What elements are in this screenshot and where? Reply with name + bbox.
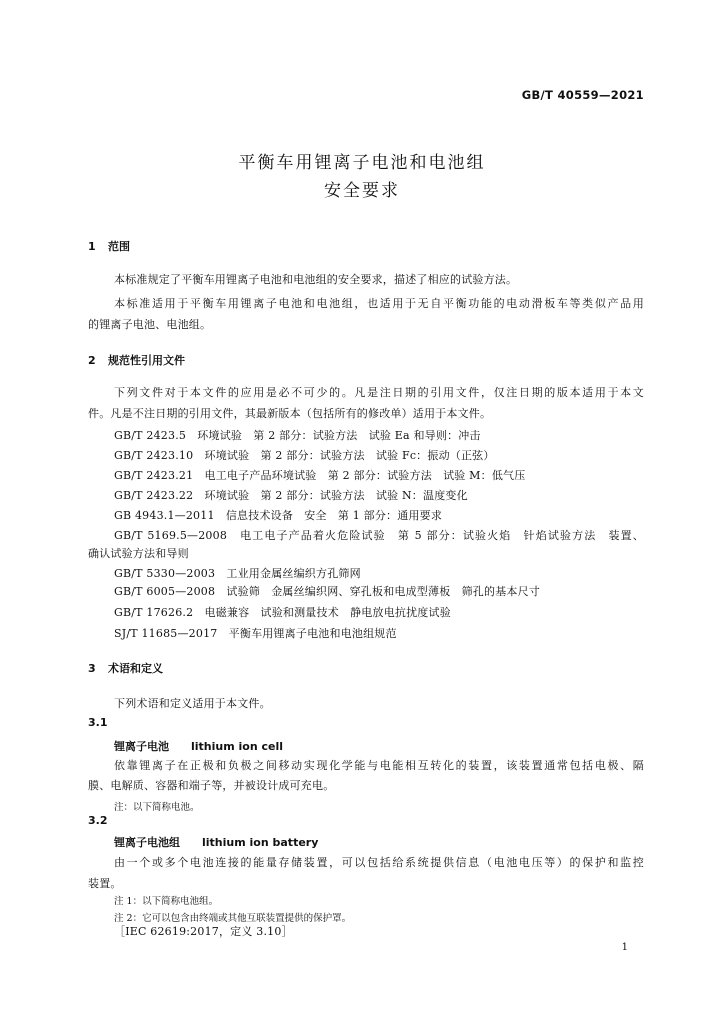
scope-paragraph-1: 本标准规定了平衡车用锂离子电池和电池组的安全要求，描述了相应的试验方法。 bbox=[114, 273, 518, 286]
ref-item: GB/T 17626.2 电磁兼容 试验和测量技术 静电放电抗扰度试验 bbox=[114, 606, 451, 619]
term-note-2: 注 2：它可以包含由终端或其他互联装置提供的保护罩。 bbox=[114, 913, 352, 924]
term-english: lithium ion cell bbox=[191, 740, 284, 753]
section-2-heading bbox=[88, 352, 185, 368]
ref-item: SJ/T 11685—2017 平衡车用锂离子电池和电池组规范 bbox=[114, 627, 397, 640]
ref-item: GB/T 2423.22 环境试验 第 2 部分：试验方法 试验 N：温度变化 bbox=[114, 489, 468, 502]
term-heading bbox=[114, 738, 283, 754]
term-definition: 依靠锂离子在正极和负极之间移动实现化学能与电能相互转化的装置，该装置通常包括电极、隔 bbox=[114, 759, 644, 772]
term-source: ［IEC 62619:2017，定义 3.10］ bbox=[114, 925, 293, 938]
section-number: 1 bbox=[88, 240, 96, 253]
scope-paragraph-2: 本标准适用于平衡车用锂离子电池和电池组，也适用于无自平衡功能的电动滑板车等类似产品用 bbox=[114, 297, 644, 310]
term-note: 注：以下简称电池。 bbox=[114, 802, 200, 813]
ref-item: GB/T 6005—2008 试验筛 金属丝编织网、穿孔板和电成型薄板 筛孔的基本尺寸 bbox=[114, 585, 540, 598]
ref-item: GB/T 5330—2003 工业用金属丝编织方孔筛网 bbox=[114, 567, 361, 580]
standard-code: GB/T 40559—2021 bbox=[521, 88, 644, 102]
section-3-heading bbox=[88, 660, 163, 676]
section-title: 术语和定义 bbox=[108, 662, 163, 675]
section-title: 规范性引用文件 bbox=[108, 354, 185, 367]
term-number: 3.1 bbox=[88, 716, 108, 729]
document-title: 平衡车用锂离子电池和电池组 bbox=[238, 153, 486, 173]
term-english: lithium ion battery bbox=[202, 836, 319, 849]
ref-item: GB/T 5169.5—2008 电工电子产品着火危险试验 第 5 部分：试验火焰 针焰试验方法 装置、 bbox=[114, 529, 644, 542]
term-definition: 由一个或多个电池连接的能量存储装置，可以包括给系统提供信息（电池电压等）的保护和监控 bbox=[114, 856, 644, 869]
term-definition-cont: 装置。 bbox=[88, 877, 122, 890]
section-1-heading bbox=[88, 238, 130, 254]
terms-intro: 下列术语和定义适用于本文件。 bbox=[114, 697, 271, 710]
term-chinese: 锂离子电池 bbox=[114, 740, 169, 753]
section-number: 3 bbox=[88, 662, 96, 675]
ref-item: GB/T 2423.10 环境试验 第 2 部分：试验方法 试验 Fc：振动（正弦） bbox=[114, 449, 495, 462]
page-number: 1 bbox=[621, 942, 628, 953]
section-number: 2 bbox=[88, 354, 96, 367]
ref-item: GB/T 2423.21 电工电子产品环境试验 第 2 部分：试验方法 试验 M：低气压 bbox=[114, 469, 526, 482]
document-subtitle: 安全要求 bbox=[324, 181, 400, 201]
section-title: 范围 bbox=[108, 240, 130, 253]
ref-item: GB 4943.1—2011 信息技术设备 安全 第 1 部分：通用要求 bbox=[114, 509, 443, 522]
scope-paragraph-2-cont: 的锂离子电池、电池组。 bbox=[88, 318, 212, 331]
refs-intro-cont: 件。凡是不注日期的引用文件，其最新版本（包括所有的修改单）适用于本文件。 bbox=[88, 407, 492, 420]
ref-item: GB/T 2423.5 环境试验 第 2 部分：试验方法 试验 Ea 和导则：冲击 bbox=[114, 429, 481, 442]
term-note-1: 注 1：以下简称电池组。 bbox=[114, 896, 219, 907]
refs-intro: 下列文件对于本文件的应用是必不可少的。凡是注日期的引用文件，仅注日期的版本适用于本文 bbox=[114, 386, 644, 399]
ref-item-cont: 确认试验方法和导则 bbox=[88, 547, 189, 560]
term-definition-cont: 膜、电解质、容器和端子等，并被设计成可充电。 bbox=[88, 779, 335, 792]
term-chinese: 锂离子电池组 bbox=[114, 836, 180, 849]
term-heading bbox=[114, 834, 318, 850]
term-number: 3.2 bbox=[88, 814, 108, 827]
